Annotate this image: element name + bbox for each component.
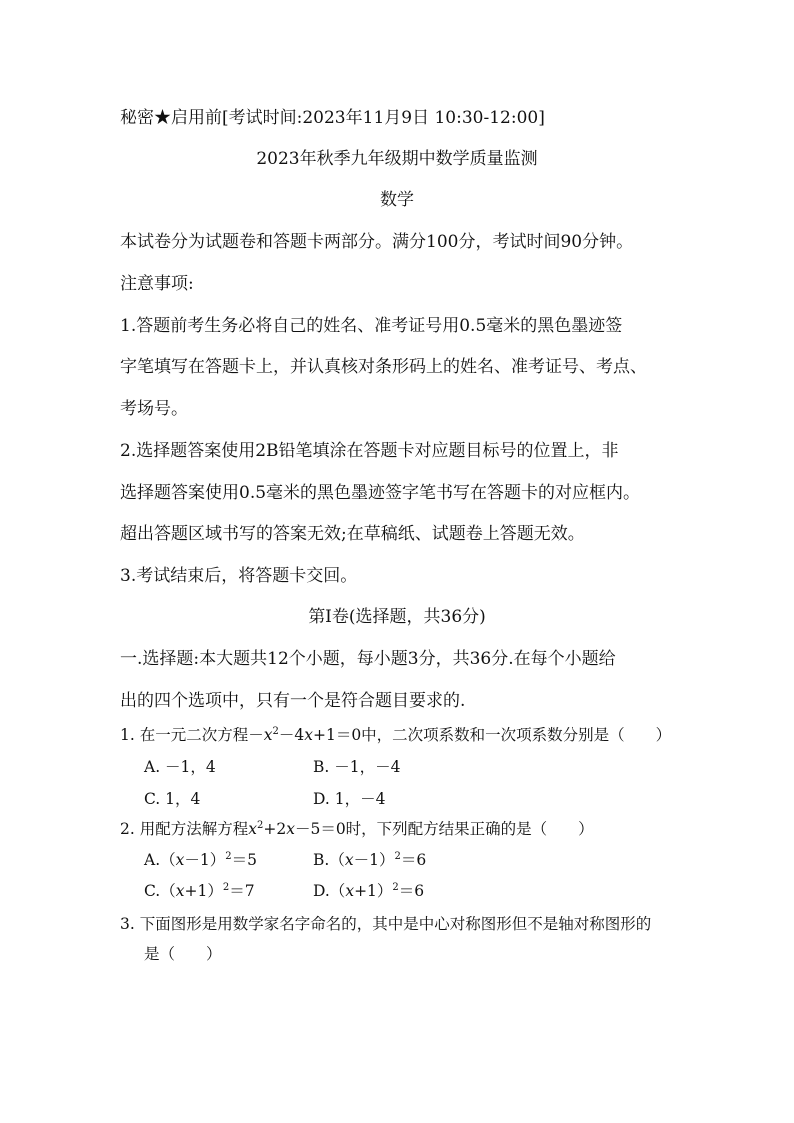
question-2-option-c: $C.(x+1)^2=7$ (144, 882, 255, 900)
notes-heading: 注意事项: (120, 274, 194, 294)
note-2-line-3: 超出答题区域书写的答案无效;在草稿纸、试题卷上答题无效。 (120, 524, 585, 544)
question-3-stem-line-2: 是（ ） (144, 945, 222, 963)
question-1-option-a: A. －1，4 (144, 758, 216, 776)
question-1-option-d: D. 1，－4 (313, 790, 386, 808)
note-2-line-1: 2.选择题答案使用2B铅笔填涂在答题卡对应题目标号的位置上，非 (120, 441, 619, 461)
note-1-line-3: 考场号。 (120, 399, 188, 419)
question-1-option-b: B. －1，－4 (313, 758, 401, 776)
question-2-stem: 2. 用配方法解方程$x^2+2x-5=0$时，下列配方结果正确的是（ ） (120, 820, 594, 838)
note-1-line-1: 1.答题前考生务必将自己的姓名、准考证号用0.5毫米的黑色墨迹签 (120, 316, 623, 336)
section-title: 第Ⅰ卷(选择题，共36分) (308, 607, 486, 627)
subject-title: 数学 (380, 190, 414, 210)
question-1-option-c: C. 1，4 (144, 790, 201, 808)
note-2-line-2: 选择题答案使用0.5毫米的黑色墨迹签字笔书写在答题卡的对应框内。 (120, 483, 641, 503)
question-1-stem: 1. 在一元二次方程$-x^2-4x+1=0$中，二次项系数和一次项系数分别是（ ） (120, 726, 672, 744)
question-2-option-a: $A.(x-1)^2=5$ (144, 851, 257, 869)
section-instructions-line-2: 出的四个选项中，只有一个是符合题目要求的. (120, 691, 466, 711)
question-3-stem-line-1: 3. 下面图形是用数学家名字命名的，其中是中心对称图形但不是轴对称图形的 (120, 915, 652, 933)
exam-summary: 本试卷分为试题卷和答题卡两部分。满分100分，考试时间90分钟。 (120, 232, 634, 252)
question-2-option-d: $D.(x+1)^2=6$ (313, 882, 425, 900)
exam-title: 2023年秋季九年级期中数学质量监测 (256, 149, 538, 169)
section-instructions-line-1: 一.选择题:本大题共12个小题，每小题3分，共36分.在每个小题给 (120, 649, 616, 669)
question-2-option-b: $B.(x-1)^2=6$ (313, 851, 427, 869)
note-1-line-2: 字笔填写在答题卡上，并认真核对条形码上的姓名、准考证号、考点、 (120, 357, 647, 377)
note-3: 3.考试结束后，将答题卡交回。 (120, 566, 358, 586)
confidential-line: 秘密★启用前[考试时间:2023年11月9日 10:30-12:00] (120, 108, 545, 128)
